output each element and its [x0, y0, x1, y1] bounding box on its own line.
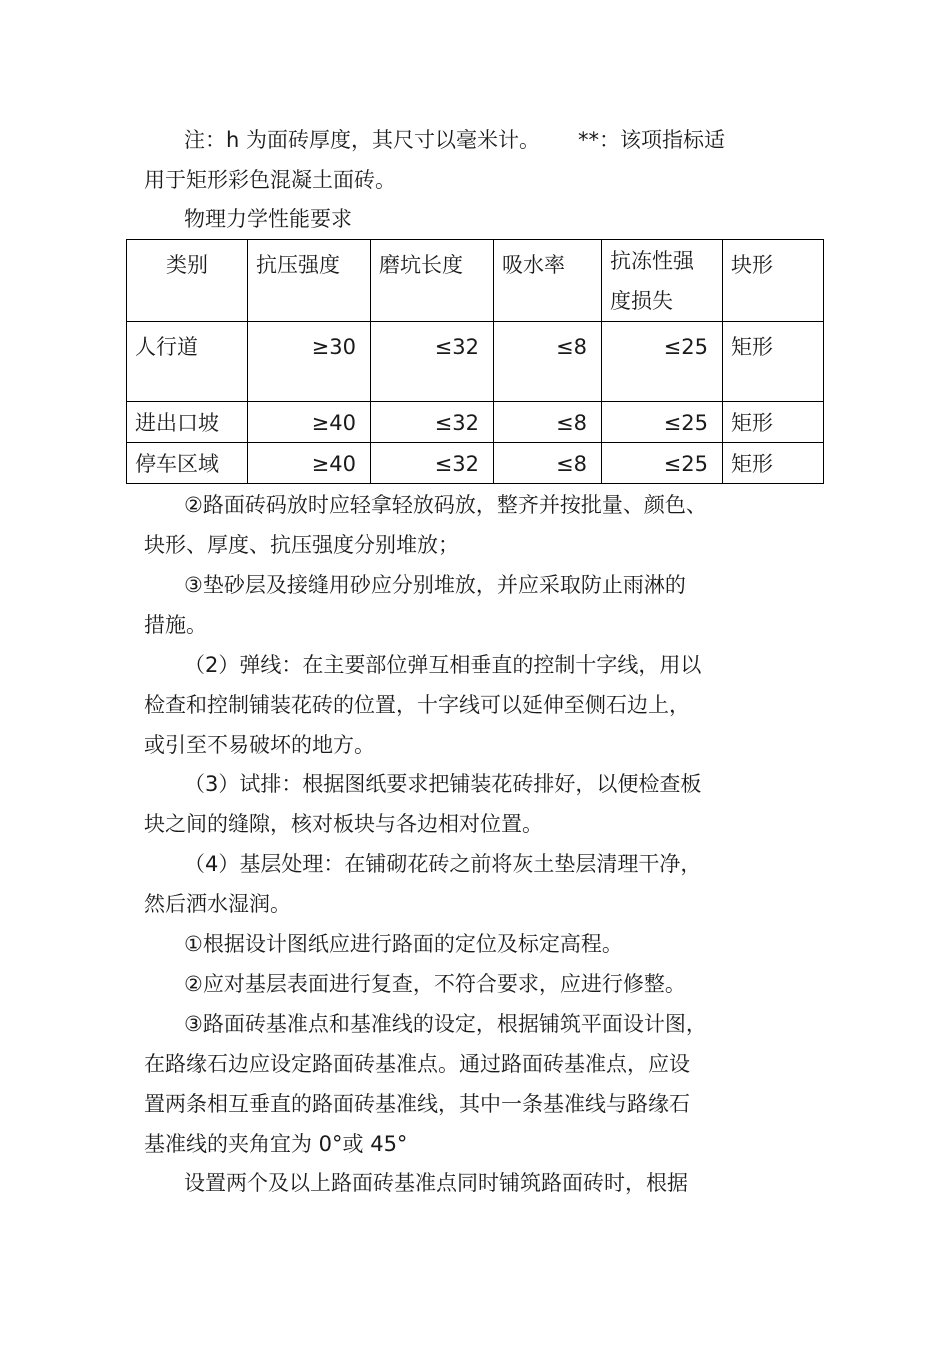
header-cell: 抗压强度 [248, 240, 371, 322]
paragraph-line: 检查和控制铺装花砖的位置，十字线可以延伸至侧石边上， [144, 693, 690, 717]
paragraph-line: 置两条相互垂直的路面砖基准线，其中一条基准线与路缘石 [144, 1092, 690, 1116]
paragraph-line: ②应对基层表面进行复查，不符合要求，应进行修整。 [184, 972, 686, 996]
table-cell: 矩形 [723, 402, 824, 443]
table-cell: 矩形 [723, 322, 824, 402]
table-cell: ≤8 [494, 322, 602, 402]
table-cell: 进出口坡 [127, 402, 248, 443]
table-cell: ≤25 [602, 402, 723, 443]
paragraph-line: 块之间的缝隙，核对板块与各边相对位置。 [144, 812, 543, 836]
table-cell: ≤32 [371, 443, 494, 484]
paragraph-line: （2）弹线：在主要部位弹互相垂直的控制十字线，用以 [184, 653, 702, 677]
paragraph-line: 措施。 [144, 613, 207, 637]
table-cell: 人行道 [127, 322, 248, 402]
table-cell: 停车区域 [127, 443, 248, 484]
table-cell: ≤32 [371, 402, 494, 443]
paragraph-line: ①根据设计图纸应进行路面的定位及标定高程。 [184, 932, 623, 956]
table-row [127, 322, 824, 402]
table-header-row [127, 240, 824, 322]
table-cell: ≤8 [494, 443, 602, 484]
table-cell: ≤32 [371, 322, 494, 402]
header-cell: 抗冻性强度损失 [602, 240, 723, 322]
paragraph-line: 块形、厚度、抗压强度分别堆放； [144, 533, 459, 557]
paragraph-line: （3）试排：根据图纸要求把铺装花砖排好，以便检查板 [184, 772, 702, 796]
note-line-1 [184, 127, 725, 153]
header-cell: 类别 [127, 240, 248, 322]
table-cell: ≤25 [602, 443, 723, 484]
table-cell: 矩形 [723, 443, 824, 484]
table-cell: ≥40 [248, 402, 371, 443]
paragraph-line: ③垫砂层及接缝用砂应分别堆放，并应采取防止雨淋的 [184, 573, 686, 597]
paragraph-line: 设置两个及以上路面砖基准点同时铺筑路面砖时，根据 [184, 1171, 688, 1195]
paragraph-line: 然后洒水湿润。 [144, 892, 291, 916]
note-text-a: 注：h 为面砖厚度，其尺寸以毫米计。 [184, 128, 540, 152]
note-text-b: **：该项指标适 [577, 128, 725, 152]
table-cell: ≥40 [248, 443, 371, 484]
paragraph-line: 或引至不易破坏的地方。 [144, 733, 375, 757]
paragraph-line: 在路缘石边应设定路面砖基准点。通过路面砖基准点，应设 [144, 1052, 690, 1076]
table-title: 物理力学性能要求 [184, 207, 352, 231]
paragraph-line: ③路面砖基准点和基准线的设定，根据铺筑平面设计图， [184, 1012, 707, 1036]
paragraph-line: 基准线的夹角宜为 0°或 45° [144, 1132, 408, 1156]
performance-table [126, 239, 824, 484]
table-cell: ≤8 [494, 402, 602, 443]
header-cell: 磨坑长度 [371, 240, 494, 322]
header-cell: 吸水率 [494, 240, 602, 322]
note-line-2: 用于矩形彩色混凝土面砖。 [144, 168, 396, 192]
table-row [127, 443, 824, 484]
table-cell: ≥30 [248, 322, 371, 402]
paragraph-line: ②路面砖码放时应轻拿轻放码放，整齐并按批量、颜色、 [184, 493, 707, 517]
header-cell: 块形 [723, 240, 824, 322]
table-row [127, 402, 824, 443]
table-cell: ≤25 [602, 322, 723, 402]
paragraph-line: （4）基层处理：在铺砌花砖之前将灰土垫层清理干净， [184, 852, 702, 876]
